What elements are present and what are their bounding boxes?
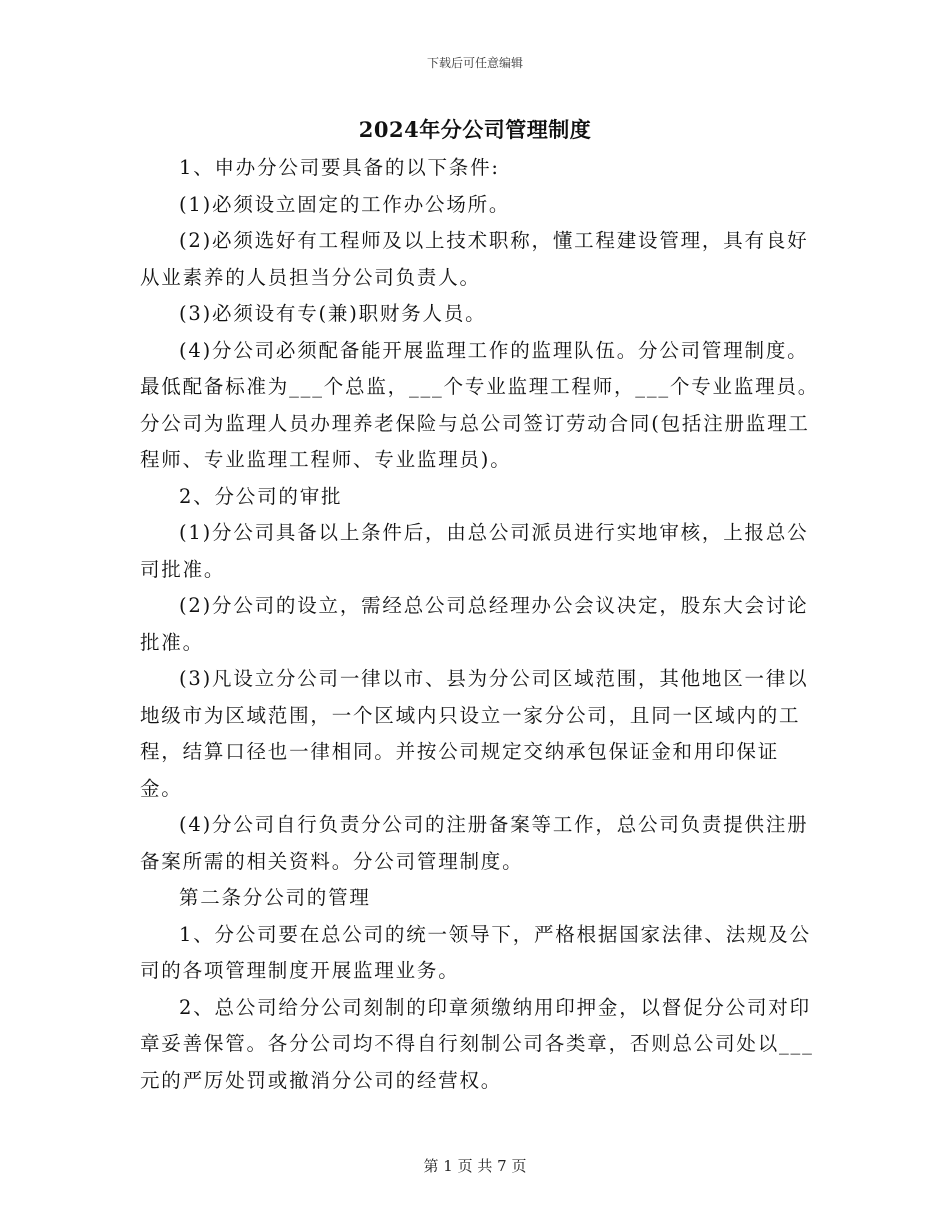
paragraph: (1)必须设立固定的工作办公场所。	[179, 192, 511, 216]
paragraph: 1、申办分公司要具备的以下条件:	[179, 156, 500, 179]
section-heading: 第二条分公司的管理	[179, 886, 371, 909]
paragraph: (3)必须设有专(兼)职财务人员。	[179, 302, 487, 325]
page-number: 第 1 页 共 7 页	[423, 1157, 527, 1175]
section-heading: 2、分公司的审批	[179, 484, 343, 508]
paragraph: (4)分公司自行负责分公司的注册备案等工作，总公司负责提供注册备案所需的相关资料。分公司管理制度。	[140, 813, 809, 873]
paragraph: (2)必须选好有工程师及以上技术职称，懂工程建设管理，具有良好从业素养的人员担当分公司负责人。	[140, 229, 809, 289]
header-note: 下载后可任意编辑	[426, 56, 523, 70]
paragraph: 1、分公司要在总公司的统一领导下，严格根据国家法律、法规及公司的各项管理制度开展监理业务。	[140, 922, 811, 982]
paragraph: (4)分公司必须配备能开展监理工作的监理队伍。分公司管理制度。最低配备标准为___个总监，___个专业监理工程师，___个专业监理员。分公司为监理人员办理养老保险与总公司签订劳动合同(包括注册监理工程师、专业监理工程师、专业监理员)。	[140, 338, 820, 471]
paragraph: (3)凡设立分公司一律以市、县为分公司区域范围，其他地区一律以地级市为区域范围，一个区域内只设立一家分公司，且同一区域内的工程，结算口径也一律相同。并按公司规定交纳承包保证金和用印保证金。	[140, 667, 809, 800]
paragraph: (2)分公司的设立，需经总公司总经理办公会议决定，股东大会讨论批准。	[140, 594, 809, 654]
paragraph: (1)分公司具备以上条件后，由总公司派员进行实地审核，上报总公司批准。	[140, 521, 809, 581]
document-body	[140, 150, 820, 1099]
paragraph: 2、总公司给分公司刻制的印章须缴纳用印押金，以督促分公司对印章妥善保管。各分公司均不得自行刻制公司各类章，否则总公司处以___元的严厉处罚或撤消分公司的经营权。	[140, 995, 814, 1092]
document-title: 2024年分公司管理制度	[358, 117, 592, 142]
